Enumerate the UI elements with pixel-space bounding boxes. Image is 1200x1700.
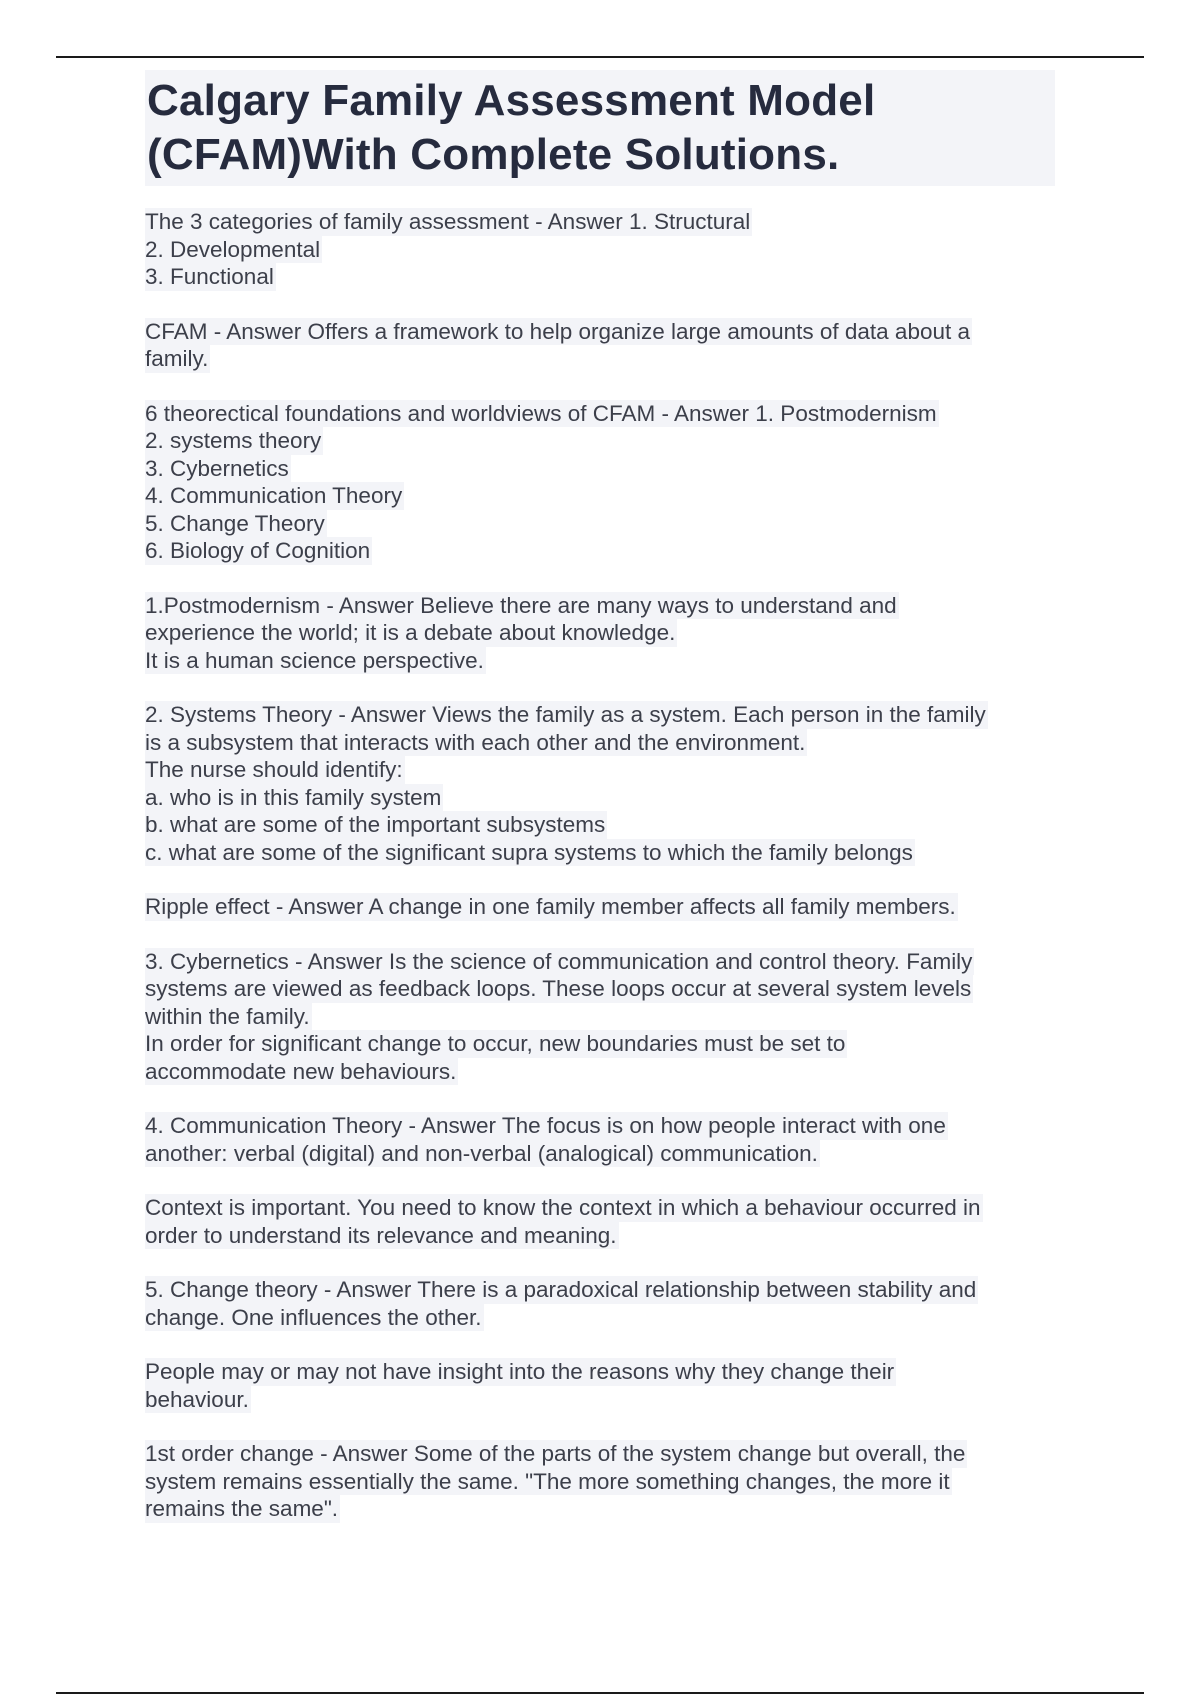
- qa-line: 6. Biology of Cognition: [145, 538, 371, 563]
- qa-entry: [145, 1440, 1055, 1523]
- qa-line: behaviour.: [145, 1386, 249, 1412]
- bottom-rule: [56, 1692, 1144, 1694]
- qa-line: 4. Communication Theory: [145, 483, 403, 508]
- qa-entry: [145, 948, 1055, 1086]
- qa-entry: [145, 1276, 1055, 1331]
- qa-entry: [145, 1194, 1055, 1249]
- top-rule: [56, 56, 1144, 58]
- qa-line: 5. Change Theory: [145, 510, 325, 536]
- qa-line: 1st order change - Answer Some of the parts of the system change but overall, the: [145, 1441, 966, 1466]
- qa-list: [145, 208, 1055, 1523]
- qa-line: Ripple effect - Answer A change in one family member affects all family members.: [145, 894, 956, 919]
- qa-line: 3. Cybernetics - Answer Is the science of communication and control theory. Family: [145, 948, 973, 974]
- qa-line: order to understand its relevance and meaning.: [145, 1222, 617, 1248]
- qa-line: People may or may not have insight into the reasons why they change their: [145, 1359, 895, 1384]
- qa-line: 3. Cybernetics: [145, 455, 289, 481]
- qa-line: c. what are some of the significant supra systems to which the family belongs: [145, 839, 913, 865]
- qa-line: The nurse should identify:: [145, 757, 403, 782]
- qa-line: experience the world; it is a debate about knowledge.: [145, 620, 676, 645]
- qa-entry: [145, 893, 1055, 921]
- qa-line: 6 theorectical foundations and worldviews of CFAM - Answer 1. Postmodernism: [145, 400, 937, 426]
- qa-entry: [145, 1112, 1055, 1167]
- qa-line: change. One influences the other.: [145, 1304, 482, 1330]
- qa-line: CFAM - Answer Offers a framework to help organize large amounts of data about a: [145, 318, 970, 344]
- qa-line: systems are viewed as feedback loops. These loops occur at several system levels: [145, 976, 972, 1001]
- qa-line: 3. Functional: [145, 264, 274, 289]
- qa-line: remains the same".: [145, 1496, 339, 1521]
- qa-line: 5. Change theory - Answer There is a paradoxical relationship between stability and: [145, 1277, 977, 1302]
- qa-line: a. who is in this family system: [145, 784, 442, 810]
- qa-line: within the family.: [145, 1003, 310, 1029]
- qa-line: b. what are some of the important subsystems: [145, 812, 606, 837]
- qa-line: another: verbal (digital) and non-verbal (analogical) communication.: [145, 1140, 818, 1166]
- qa-entry: [145, 1358, 1055, 1413]
- title-line: Calgary Family Assessment Model: [147, 76, 876, 125]
- document-title: [145, 70, 1055, 186]
- qa-line: 2. Developmental: [145, 236, 321, 262]
- qa-entry: [145, 318, 1055, 373]
- qa-line: family.: [145, 346, 209, 371]
- qa-line: It is a human science perspective.: [145, 647, 484, 673]
- qa-entry: [145, 208, 1055, 291]
- qa-line: In order for significant change to occur, new boundaries must be set to: [145, 1031, 846, 1056]
- qa-line: 4. Communication Theory - Answer The focus is on how people interact with one: [145, 1113, 946, 1138]
- qa-line: The 3 categories of family assessment - Answer 1. Structural: [145, 209, 751, 234]
- qa-line: system remains essentially the same. "The more something changes, the more it: [145, 1468, 950, 1494]
- title-line: (CFAM)With Complete Solutions.: [147, 130, 840, 179]
- qa-entry: [145, 701, 1055, 866]
- qa-line: 1.Postmodernism - Answer Believe there are many ways to understand and: [145, 592, 897, 618]
- qa-entry: [145, 400, 1055, 565]
- qa-line: 2. Systems Theory - Answer Views the family as a system. Each person in the family: [145, 702, 986, 727]
- document-body: [145, 70, 1055, 1550]
- qa-line: accommodate new behaviours.: [145, 1058, 457, 1084]
- qa-entry: [145, 592, 1055, 675]
- qa-line: 2. systems theory: [145, 428, 322, 453]
- qa-line: Context is important. You need to know the context in which a behaviour occurred in: [145, 1195, 981, 1220]
- qa-line: is a subsystem that interacts with each other and the environment.: [145, 729, 806, 755]
